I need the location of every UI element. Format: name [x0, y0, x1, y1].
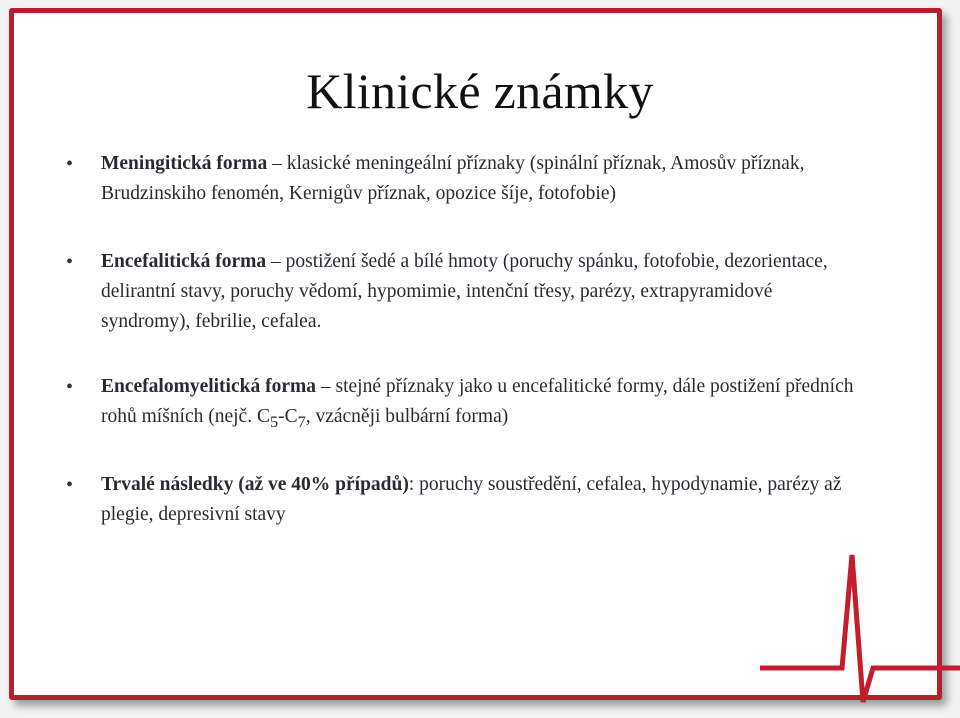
bullet-text-mid: -C [278, 406, 298, 427]
bullet-dot-icon: • [66, 474, 74, 496]
bullet-item-permanent-consequences [66, 470, 861, 530]
bullet-dot-icon: • [66, 153, 74, 175]
subscript-5: 5 [269, 412, 279, 431]
bullet-text: – klasické meningeální příznaky (spinální příznak, Amosův příznak, Brudzinskiho fenomén, Kernigův příznak, opozice šíje, fotofobie) [101, 153, 805, 204]
bullet-item-encephalitic [66, 247, 861, 337]
bullet-heading: Trvalé následky (až ve 40% případů) [101, 474, 409, 495]
bullet-text-before: – stejné příznaky jako u encefalitické formy, dále postižení předních rohů míšních (nejč. C [101, 376, 854, 427]
bullet-heading: Encefalomyelitická forma [101, 376, 316, 397]
ecg-line-icon [760, 520, 960, 718]
bullet-text: – postižení šedé a bílé hmoty (poruchy spánku, fotofobie, dezorientace, delirantní stavy, poruchy vědomí, hypomimie, intenční třesy, parézy, extrapyramidové syndromy), febrilie, cefalea. [101, 251, 828, 332]
bullet-text: : poruchy soustředění, cefalea, hypodynamie, parézy až plegie, depresivní stavy [101, 474, 842, 525]
bullet-heading: Meningitická forma [101, 153, 268, 174]
bullet-dot-icon: • [66, 251, 74, 273]
bullet-item-encephalomyelitic [66, 372, 861, 437]
bullet-item-meningitic [66, 149, 861, 209]
bullet-text-after: , vzácněji bulbární forma) [305, 406, 509, 427]
bullet-dot-icon: • [66, 376, 74, 398]
bullet-heading: Encefalitická forma [101, 251, 267, 272]
subscript-7: 7 [297, 412, 306, 431]
slide-title: Klinické známky [306, 63, 654, 119]
